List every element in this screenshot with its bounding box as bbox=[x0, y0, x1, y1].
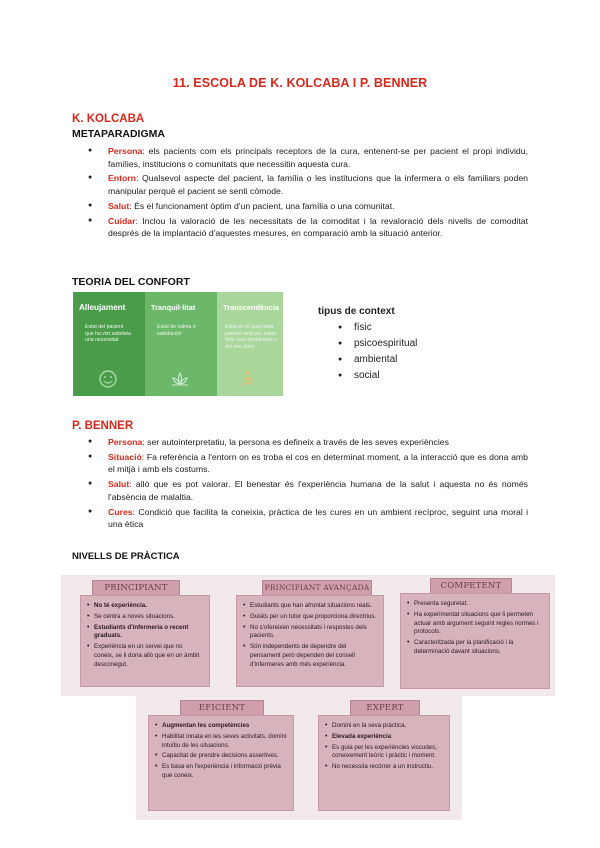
item-text: : És el funcionament òptim d'un pacient, una família o una comunitat. bbox=[129, 200, 395, 211]
kolcaba-heading: K. KOLCABA bbox=[72, 113, 145, 125]
list-item bbox=[88, 436, 528, 449]
comfort-theory-graphic bbox=[73, 292, 283, 396]
comfort-column-title: Transcendència bbox=[223, 303, 279, 312]
comfort-column-text: Estat de calma o satisfacció bbox=[157, 324, 196, 337]
list-item: • Presenta seguretat. bbox=[407, 600, 543, 609]
list-item: • Se centra a noves situacions. bbox=[87, 613, 203, 622]
list-item: • Elevada experiència bbox=[325, 733, 443, 742]
item-text: : els pacients com els principals receptors de la cura, entenent-se per pacient el propi individu, famílies, institucions o comunitats que necessitin aquesta cura. bbox=[108, 146, 528, 169]
comfort-column-relief bbox=[73, 292, 145, 396]
level-label-advanced-beginner: PRINCIPIANT AVANÇADA bbox=[262, 580, 372, 596]
list-item: • Capacitat de prendre decisions assertives. bbox=[155, 752, 287, 761]
practice-heading: NIVELLS DE PRÀCTICA bbox=[72, 551, 180, 562]
list-item: • Domini en la seva pràctica. bbox=[325, 722, 443, 731]
list-item: • Habilitat innata en les seves activitats, domini intuïtiu de les situacions. bbox=[155, 733, 287, 751]
list-item: • Experiència en un servei que no coneix, se li dona allò que en un àmbit desconegut. bbox=[87, 643, 203, 669]
comfort-column-text: Estat del pacient que ha vist satisfeta una necessitat bbox=[85, 324, 131, 344]
item-term: Cures bbox=[108, 506, 133, 517]
level-label-novice: PRINCIPIANT bbox=[92, 580, 180, 596]
item-text: : ser autointerpretatiu, la persona es defineix a través de les seves experiències bbox=[142, 437, 449, 447]
item-term: Salut bbox=[108, 479, 130, 490]
comfort-column-ease bbox=[145, 292, 217, 396]
list-item: • Es basa en l'experiència i informació prèvia que coneix. bbox=[155, 763, 287, 781]
level-label-proficient: EFICIENT bbox=[180, 700, 264, 716]
comfort-column-title: Tranquil·litat bbox=[151, 303, 196, 312]
list-item: ● social bbox=[338, 368, 417, 384]
item-text: : Fa referència a l'entorn on es troba el cos en determinat moment, a la interacció que es dona amb el mitjà i amb els costums. bbox=[108, 451, 528, 475]
item-term: Entorn bbox=[108, 173, 136, 184]
list-item: ● físic bbox=[338, 320, 417, 336]
level-box-competent bbox=[400, 593, 550, 689]
lotus-icon bbox=[169, 368, 191, 390]
item-term: Situació bbox=[108, 451, 142, 462]
list-item: ● ambiental bbox=[338, 352, 417, 368]
level-box-proficient bbox=[148, 715, 294, 811]
list-item: • Augmentan les competències bbox=[155, 722, 287, 731]
list-item bbox=[88, 215, 528, 240]
item-term: Cuidar bbox=[108, 215, 136, 226]
meditation-icon bbox=[237, 368, 259, 390]
list-item bbox=[88, 172, 528, 197]
list-item bbox=[88, 200, 528, 213]
list-item: • No té experiència. bbox=[87, 602, 203, 611]
level-box-advanced-beginner bbox=[236, 595, 384, 687]
list-item bbox=[88, 451, 528, 476]
list-item: • Són independents de dependre del pensament però dependen del consell d'infermeres amb més experiència. bbox=[243, 643, 377, 669]
metaparadigm-heading: METAPARADIGMA bbox=[72, 128, 165, 140]
theory-heading: TEORIA DEL CONFORT bbox=[72, 276, 190, 288]
list-item bbox=[88, 506, 528, 531]
list-item: ● psicoespiritual bbox=[338, 336, 417, 352]
item-text: : Inclou la valoració de les necessitats de la comoditat i la revaloració dels nivells de comoditat després de la implantació d'aquestes mesures, en comparació amb la situació anterior. bbox=[108, 215, 528, 239]
list-item bbox=[88, 145, 528, 170]
comfort-column-transcendence bbox=[217, 292, 283, 396]
comfort-column-text: Estat en el qual cada pacient està per sobre dels seus problemes o del seu dolor bbox=[225, 324, 277, 350]
smile-icon bbox=[97, 368, 119, 390]
level-label-expert: EXPERT bbox=[350, 700, 420, 716]
list-item: • Estudiants que han afrontat situacions reals. bbox=[243, 602, 377, 611]
kolcaba-metaparadigm-list bbox=[88, 145, 528, 242]
list-item: • Estudiants d'infermeria o recent graduats. bbox=[87, 624, 203, 642]
list-item bbox=[88, 478, 528, 503]
list-item: • Ha experimentat situacions que li permeten actuar amb argument seguint regles normes i protocols. bbox=[407, 611, 543, 637]
list-item: • Es guia per les experiències viscudes, coneixement teòric i pràctic i moment. bbox=[325, 744, 443, 762]
level-box-novice bbox=[80, 595, 210, 687]
item-term: Persona bbox=[108, 437, 143, 447]
comfort-column-title: Alleujament bbox=[79, 303, 126, 312]
item-text: : allò que es pot valorar. El benestar és l'experiència humana de la salut i aquesta no és només l'absència de malaltia. bbox=[108, 479, 528, 502]
level-label-competent: COMPETENT bbox=[430, 578, 512, 594]
list-item: • No necessita recórrer a un instructiu. bbox=[325, 763, 443, 772]
context-types-title: tipus de context bbox=[318, 306, 395, 317]
benner-metaparadigm-list bbox=[88, 436, 528, 533]
item-term: Salut bbox=[108, 200, 130, 211]
list-item: • Guiats per un tutor que proporciona directrius. bbox=[243, 613, 377, 622]
benner-heading: P. BENNER bbox=[72, 420, 134, 432]
list-item: • No s'ofereixen necessitats i respostes dels pacients. bbox=[243, 624, 377, 642]
context-types bbox=[318, 306, 417, 384]
item-term: Persona bbox=[108, 146, 143, 156]
page-title: 11. ESCOLA DE K. KOLCABA I P. BENNER bbox=[172, 76, 428, 90]
list-item: • Caracteritzada per la planificació i la determinació davant situacions. bbox=[407, 639, 543, 657]
item-text: : Condició que facilita la coneixia, pràctica de les cures en un ambient recíproc, seguint una moral i una ètica bbox=[108, 506, 528, 530]
level-box-expert bbox=[318, 715, 450, 811]
item-text: : Qualsevol aspecte del pacient, la família o les institucions que la infermera o els familiars poden manipular perquè el pacient se senti còmode. bbox=[108, 173, 528, 196]
